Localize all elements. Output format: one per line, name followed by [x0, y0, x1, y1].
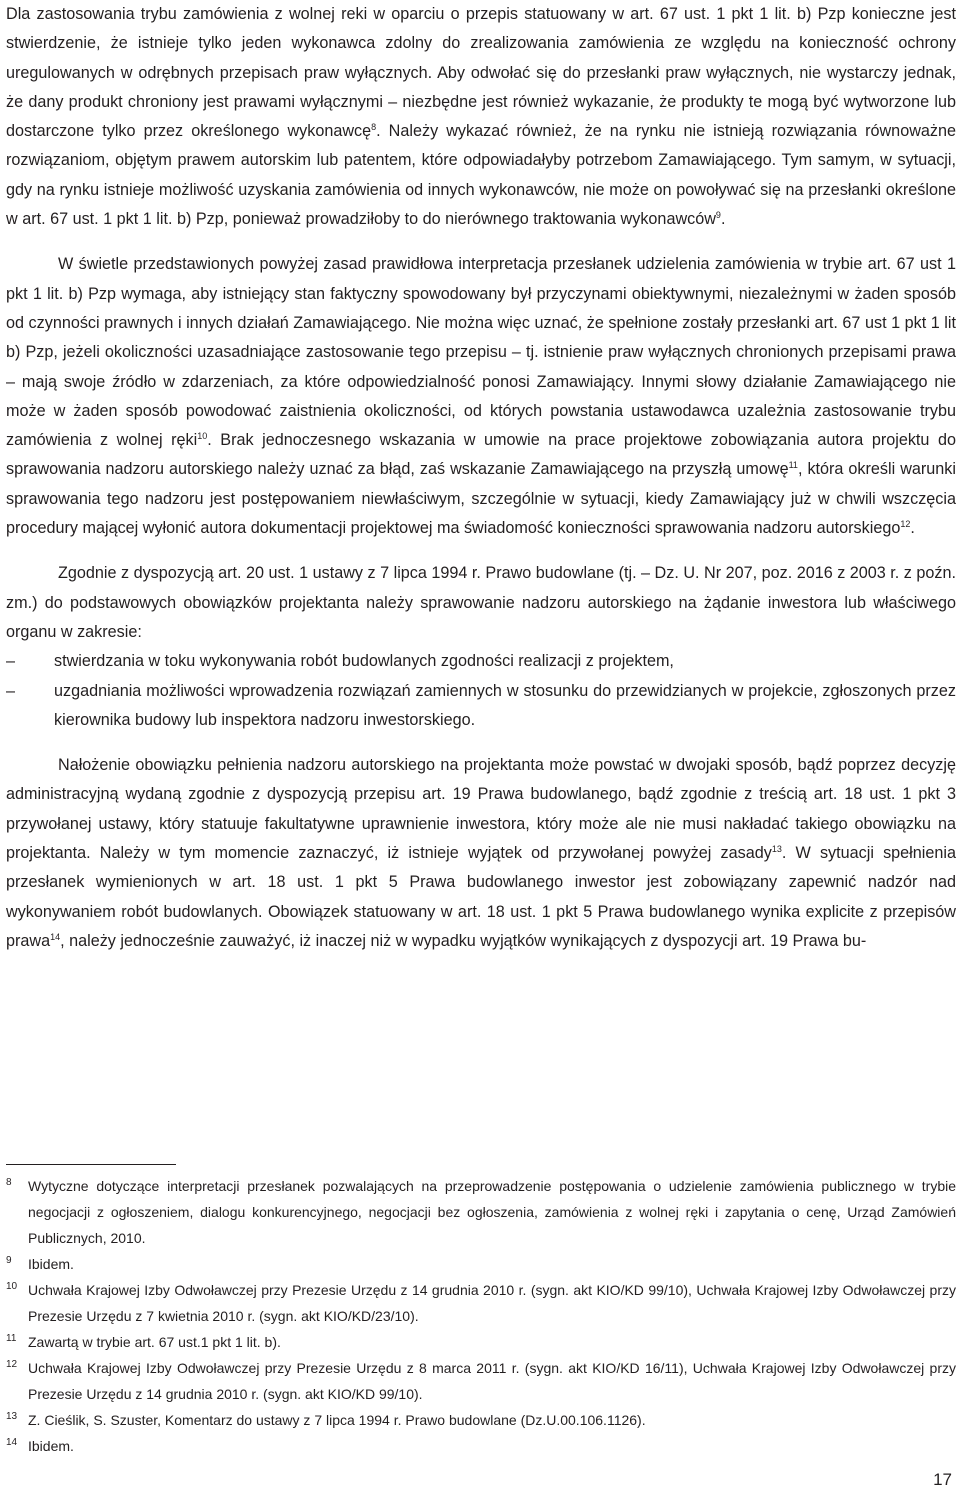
- footnote-ref: 14: [50, 931, 61, 942]
- footnote: [6, 1173, 956, 1251]
- footnote-separator: [6, 1164, 176, 1165]
- paragraph-text: . W sytuacji spełnienia przesłanek wymienionych w art. 18 ust. 1 pkt 5 Prawa budowlanego inwestor jest zobowiązany zapewnić nadzór nad wykonywaniem robót budowlanych. Obowiązek statuowany w art. 18 ust. 1 pkt 5 Prawa budowlanego wynika explicite z przepisów prawa: [6, 844, 956, 950]
- list-item: [6, 677, 956, 736]
- paragraph-text: . Brak jednoczesnego wskazania w umowie na prace projektowe zobowiązania autora projektu do sprawowania nadzoru autorskiego należy uznać za błąd, zaś wskazanie Zamawiającego na przyszłą umowę: [6, 431, 956, 479]
- list-item-text: uzgadniania możliwości wprowadzenia rozwiązań zamiennych w stosunku do przewidzianych w projekcie, zgłoszonych przez kierownika budowy lub inspektora nadzoru inwestorskiego.: [54, 681, 956, 729]
- list-item-text: stwierdzania w toku wykonywania robót budowlanych zgodności realizacji z projektem,: [54, 652, 674, 671]
- footnote-text: Uchwała Krajowej Izby Odwoławczej przy Prezesie Urzędu z 14 grudnia 2010 r. (sygn. akt KIO/KD 99/10), Uchwała Krajowej Izby Odwoławczej przy Prezesie Urzędu z 7 kwietnia 2010 r. (sygn. akt KIO/KD/23/10).: [28, 1282, 956, 1324]
- footnote: [6, 1407, 956, 1433]
- footnote-ref: 10: [197, 431, 208, 442]
- footnote-text: Ibidem.: [28, 1438, 74, 1454]
- paragraph-4: [6, 751, 956, 956]
- footnote-ref: 11: [788, 460, 798, 471]
- paragraph-text: Dla zastosowania trybu zamówienia z wolnej reki w oparciu o przepis statuowany w art. 67 ust. 1 pkt 1 lit. b) Pzp konieczne jest stwierdzenie, że istnieje tylko jeden wykonawca zdolny do zrealizowania zamówienia ze względu na konieczność ochrony uregulowanych w odrębnych przepisach praw wyłącznych. Aby odwołać się do przesłanki praw wyłącznych, nie wystarczy jednak, że dany produkt chroniony jest prawami wyłącznymi – niezbędne jest również wykazanie, że produkty te mogą być wytworzone lub dostarczone tylko przez określonego wykonawcę: [6, 5, 956, 141]
- list-item: [6, 647, 956, 676]
- footnote: [6, 1277, 956, 1329]
- footnote: [6, 1251, 956, 1277]
- footnote: [6, 1355, 956, 1407]
- footnote-text: Z. Cieślik, S. Szuster, Komentarz do ustawy z 7 lipca 1994 r. Prawo budowlane (Dz.U.00.106.1126).: [28, 1412, 646, 1428]
- page-body: [6, 0, 956, 956]
- paragraph-text: .: [910, 519, 915, 538]
- list-dash: –: [6, 652, 16, 671]
- paragraph-text: , należy jednocześnie zauważyć, iż inaczej niż w wypadku wyjątków wynikających z dyspozycji art. 19 Prawa bu-: [60, 931, 867, 950]
- footnotes: [6, 1173, 956, 1459]
- footnote-ref: 12: [900, 519, 911, 530]
- paragraph-text: . Należy wykazać również, że na rynku nie istnieją rozwiązania równoważne rozwiązaniom, objętym prawem autorskim lub patentem, które odpowiadałyby potrzebom Zamawiającego. Tym samym, w sytuacji, gdy na rynku istnieje możliwość uzyskania zamówienia od innych wykonawców, nie może on powoływać się na przesłanki określone w art. 67 ust. 1 pkt 1 lit. b) Pzp, ponieważ prowadziłoby to do nierównego traktowania wykonawców: [6, 122, 956, 229]
- footnote-ref: 8: [371, 122, 377, 133]
- footnote-text: Wytyczne dotyczące interpretacji przesłanek pozwalających na przeprowadzenie postępowania o udzielenie zamówienia publicznego w trybie negocjacji z ogłoszeniem, dialogu konkurencyjnego, negocjacji bez ogłoszenia, zamówienia z wolnej ręki i zapytania o cenę, Urząd Zamówień Publicznych, 2010.: [28, 1178, 956, 1246]
- paragraph-text: , która określi warunki sprawowania tego nadzoru jest postępowaniem niewłaściwym, szczególnie w sytuacji, kiedy Zamawiający już w chwili wszczęcia procedury mającej wyłonić autora dokumentacji projektowej ma świadomość konieczności sprawowania nadzoru autorskiego: [6, 460, 956, 538]
- footnote-number: 8: [6, 1177, 12, 1188]
- footnote-ref: 9: [715, 210, 721, 221]
- paragraph-text: W świetle przedstawionych powyżej zasad prawidłowa interpretacja przesłanek udzielenia zamówienia w trybie art. 67 ust 1 pkt 1 lit. b) Pzp wymaga, aby istniejący stan faktyczny spowodowany był przyczynami obiektywnymi, niezależnymi w żaden sposób od czynności prawnych i innych działań Zamawiającego. Nie można więc uznać, że spełnione zostały przesłanki art. 67 ust 1 pkt 1 lit b) Pzp, jeżeli okoliczności uzasadniające zastosowanie tego przepisu – tj. istnienie praw wyłącznych chronionych przepisami prawa – mają swoje źródło w zdarzeniach, za które odpowiedzialność ponosi Zamawiający. Innymi słowy działanie Zamawiającego nie może w żaden sposób powodować zaistnienia okoliczności, od których powstania ustawodawca uzależnia zastosowanie trybu zamówienia z wolnej ręki: [6, 255, 956, 450]
- paragraph-3: Zgodnie z dyspozycją art. 20 ust. 1 ustawy z 7 lipca 1994 r. Prawo budowlane (tj. – Dz. U. Nr 207, poz. 2016 z 2003 r. z poźn. zm.) do podstawowych obowiązków projektanta należy sprawowanie nadzoru autorskiego na żądanie inwestora lub właściwego organu w zakresie:: [6, 564, 956, 641]
- footnote-number: 14: [6, 1437, 18, 1448]
- list-dash: –: [6, 681, 16, 700]
- page-number: 17: [933, 1470, 952, 1489]
- footnote-number: 9: [6, 1255, 12, 1266]
- footnote-text: Uchwała Krajowej Izby Odwoławczej przy Prezesie Urzędu z 8 marca 2011 r. (sygn. akt KIO/KD 16/11), Uchwała Krajowej Izby Odwoławczej przy Prezesie Urzędu z 14 grudnia 2010 r. (sygn. akt KIO/KD 99/10).: [28, 1360, 956, 1402]
- paragraph-2: [6, 250, 956, 543]
- footnote-number: 11: [6, 1333, 17, 1344]
- paragraph-text: .: [720, 210, 726, 229]
- footnote-ref: 13: [771, 844, 782, 855]
- footnote-number: 10: [6, 1281, 18, 1292]
- paragraph-text: Nałożenie obowiązku pełnienia nadzoru autorskiego na projektanta może powstać w dwojaki sposób, bądź poprzez decyzję administracyjną wydaną zgodnie z dyspozycją przepisu art. 19 Prawa budowlanego, bądź zgodnie z treścią art. 18 ust. 1 pkt 3 przywołanej ustawy, który statuuje fakultatywne uprawnienie inwestora, który może ale nie musi nakładać takiego obowiązku na projektanta. Należy w tym momencie zaznaczyć, iż istnieje wyjątek od przywołanej powyżej zasady: [6, 756, 956, 863]
- footnote-number: 12: [6, 1359, 18, 1370]
- footnote: [6, 1433, 956, 1459]
- paragraph-1: [6, 0, 956, 234]
- footnote: [6, 1329, 956, 1355]
- footnote-text: Ibidem.: [28, 1256, 74, 1272]
- footnote-text: Zawartą w trybie art. 67 ust.1 pkt 1 lit. b).: [28, 1334, 281, 1350]
- footnote-number: 13: [6, 1411, 18, 1422]
